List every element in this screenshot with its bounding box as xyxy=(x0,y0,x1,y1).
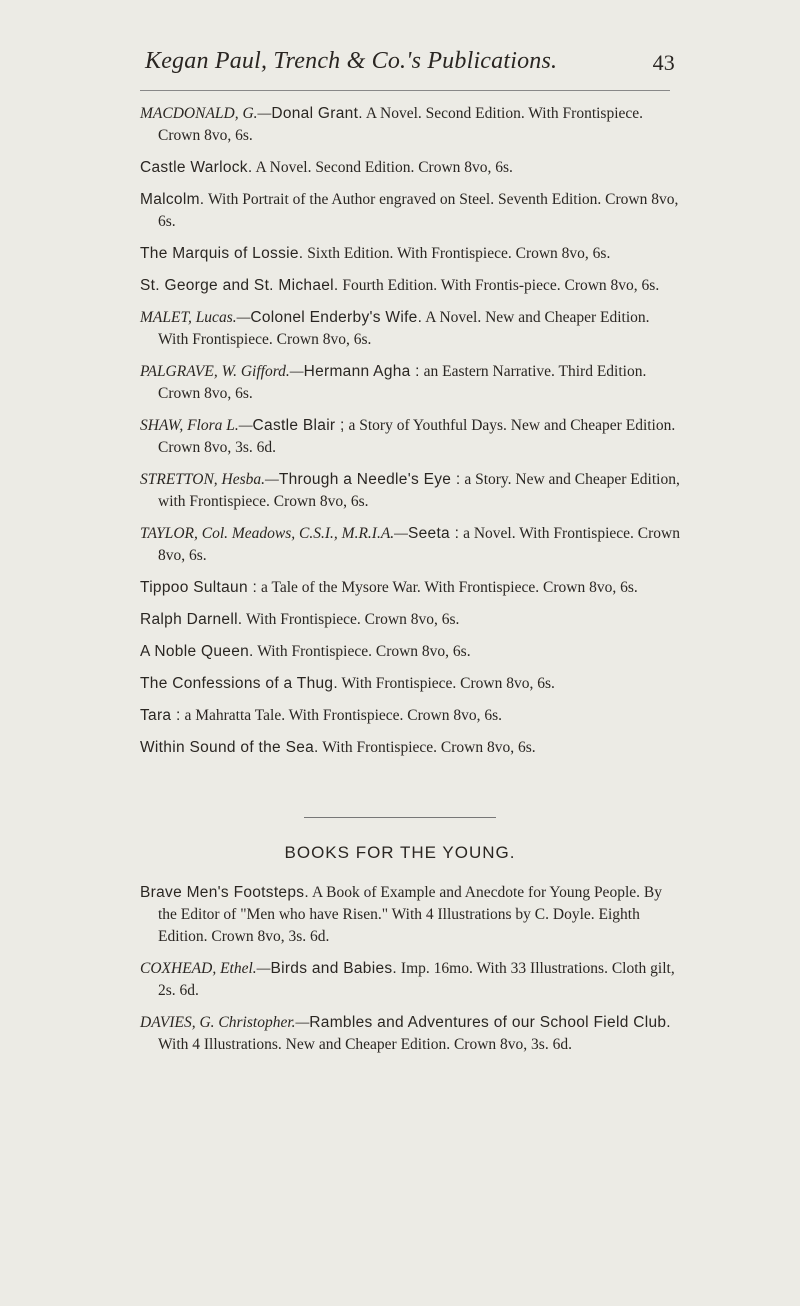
book-entry xyxy=(140,641,680,663)
young-entry-list xyxy=(140,882,680,1066)
book-title: A Noble Queen. xyxy=(140,643,254,660)
author-name: DAVIES, G. Christopher.— xyxy=(140,1014,310,1031)
book-title: Birds and Babies. xyxy=(270,960,398,977)
running-head xyxy=(145,48,675,75)
book-details: A Novel. New and Cheaper Edition. With Frontispiece. Crown 8vo, 6s. xyxy=(158,309,650,348)
book-entry xyxy=(140,361,680,405)
book-details: With Portrait of the Author engraved on Steel. Seventh Edition. Crown 8vo, 6s. xyxy=(158,191,679,230)
book-entry xyxy=(140,243,680,265)
book-title: Tara : xyxy=(140,707,181,724)
page-number: 43 xyxy=(652,50,675,75)
book-details: With Frontispiece. Crown 8vo, 6s. xyxy=(253,643,471,660)
book-details: a Story of Youthful Days. New and Cheaper Edition. Crown 8vo, 3s. 6d. xyxy=(158,417,676,456)
book-title: Castle Warlock. xyxy=(140,159,253,176)
book-title: Hermann Agha : xyxy=(303,363,420,380)
book-entry xyxy=(140,577,680,599)
fiction-entry-list xyxy=(140,103,680,769)
book-entry xyxy=(140,523,680,567)
book-title: Colonel Enderby's Wife. xyxy=(250,309,423,326)
book-entry xyxy=(140,958,680,1002)
book-entry xyxy=(140,157,680,179)
book-details: With Frontispiece. Crown 8vo, 6s. xyxy=(242,611,460,628)
book-details: Sixth Edition. With Frontispiece. Crown 8vo, 6s. xyxy=(303,245,611,262)
running-head-title: Kegan Paul, Trench & Co.'s Publications. xyxy=(145,48,558,74)
book-details: Fourth Edition. With Frontis-piece. Crown 8vo, 6s. xyxy=(338,277,660,294)
author-name: STRETTON, Hesba.— xyxy=(140,471,279,488)
book-details: a Tale of the Mysore War. With Frontispiece. Crown 8vo, 6s. xyxy=(257,579,638,596)
author-name: TAYLOR, Col. Meadows, C.S.I., M.R.I.A.— xyxy=(140,525,408,542)
book-details: A Novel. Second Edition. Crown 8vo, 6s. xyxy=(252,159,513,176)
book-details: an Eastern Narrative. Third Edition. Crown 8vo, 6s. xyxy=(158,363,647,402)
section-divider xyxy=(304,817,496,818)
book-title: Ralph Darnell. xyxy=(140,611,243,628)
book-entry xyxy=(140,103,680,147)
book-entry xyxy=(140,469,680,513)
book-title: Castle Blair ; xyxy=(252,417,345,434)
book-entry xyxy=(140,275,680,297)
section-heading: BOOKS FOR THE YOUNG. xyxy=(284,843,516,862)
header-rule xyxy=(140,90,670,91)
author-name: SHAW, Flora L.— xyxy=(140,417,253,434)
book-details: A Novel. Second Edition. With Frontispiece. Crown 8vo, 6s. xyxy=(158,105,644,144)
book-details: With Frontispiece. Crown 8vo, 6s. xyxy=(318,739,536,756)
book-title: Seeta : xyxy=(407,525,460,542)
book-title: Through a Needle's Eye : xyxy=(278,471,461,488)
book-title: Donal Grant. xyxy=(271,105,363,122)
book-details: With Frontispiece. Crown 8vo, 6s. xyxy=(337,675,555,692)
book-details: With 4 Illustrations. New and Cheaper Edition. Crown 8vo, 3s. 6d. xyxy=(158,1036,572,1053)
book-title: Within Sound of the Sea. xyxy=(140,739,319,756)
book-title: Brave Men's Footsteps. xyxy=(140,884,309,901)
author-name: MACDONALD, G.— xyxy=(140,105,272,122)
author-name: PALGRAVE, W. Gifford.— xyxy=(140,363,304,380)
book-entry xyxy=(140,1012,680,1056)
book-entry xyxy=(140,415,680,459)
author-name: COXHEAD, Ethel.— xyxy=(140,960,271,977)
book-title: Tippoo Sultaun : xyxy=(140,579,258,596)
author-name: MALET, Lucas.— xyxy=(140,309,251,326)
book-title: St. George and St. Michael. xyxy=(140,277,339,294)
book-title: The Marquis of Lossie. xyxy=(140,245,304,262)
book-title: Malcolm. xyxy=(140,191,205,208)
book-entry xyxy=(140,609,680,631)
book-details: a Story. New and Cheaper Edition, with Frontispiece. Crown 8vo, 6s. xyxy=(158,471,680,510)
book-entry xyxy=(140,673,680,695)
book-details: a Novel. With Frontispiece. Crown 8vo, 6s. xyxy=(158,525,680,564)
book-entry xyxy=(140,882,680,948)
book-details: Imp. 16mo. With 33 Illustrations. Cloth gilt, 2s. 6d. xyxy=(158,960,675,999)
book-details: A Book of Example and Anecdote for Young People. By the Editor of "Men who have Risen." With 4 Illustrations by C. Doyle. Eighth Edition. Crown 8vo, 3s. 6d. xyxy=(158,884,662,945)
book-details: a Mahratta Tale. With Frontispiece. Crown 8vo, 6s. xyxy=(180,707,503,724)
book-title: The Confessions of a Thug. xyxy=(140,675,338,692)
book-entry xyxy=(140,705,680,727)
book-entry xyxy=(140,307,680,351)
book-title: Rambles and Adventures of our School Field Club. xyxy=(309,1014,671,1031)
book-entry xyxy=(140,189,680,233)
book-entry xyxy=(140,737,680,759)
